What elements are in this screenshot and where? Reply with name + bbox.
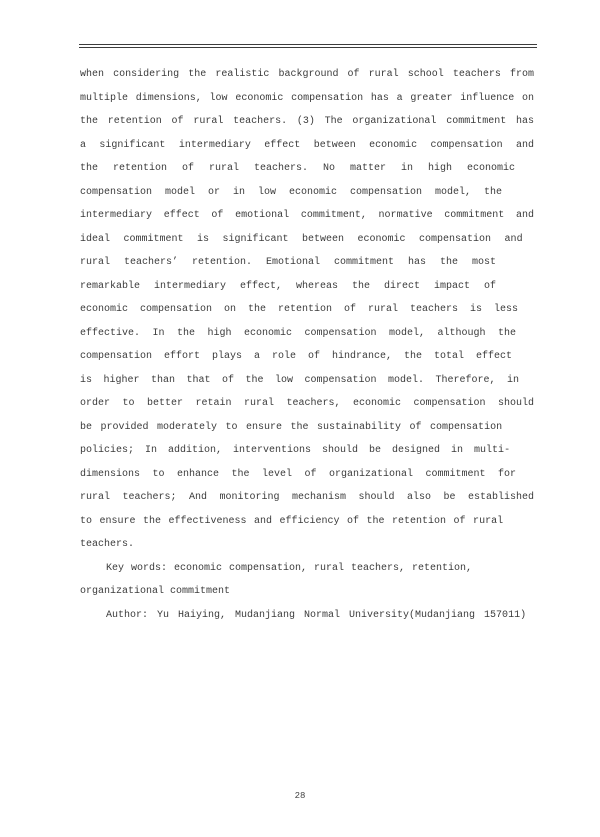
text-line: ideal commitment is significant between economic compensation and: [80, 233, 523, 245]
text-line: rural teachers; And monitoring mechanism should also be established: [80, 492, 534, 503]
text-line: Key words: economic compensation, rural teachers, retention,: [106, 562, 473, 574]
header-double-rule: [79, 44, 537, 48]
abstract-body: [80, 63, 534, 627]
text-line: compensation model or in low economic compensation model, the: [80, 186, 503, 198]
text-line: to ensure the effectiveness and efficiency of the retention of rural: [80, 515, 504, 527]
text-line: when considering the realistic background of rural school teachers from: [80, 69, 534, 80]
text-line: is higher than that of the low compensation model. Therefore, in: [80, 374, 520, 386]
text-line: economic compensation on the retention of rural teachers is less: [80, 304, 519, 315]
text-line: the retention of rural teachers. (3) The organizational commitment has: [80, 116, 534, 127]
text-line: order to better retain rural teachers, economic compensation should: [80, 398, 534, 409]
text-line: the retention of rural teachers. No matter in high economic: [80, 163, 516, 174]
text-line: rural teachers’ retention. Emotional commitment has the most: [80, 257, 497, 268]
page-number: 28: [294, 791, 306, 801]
text-line: organizational commitment: [80, 586, 231, 597]
text-line: Author: Yu Haiying, Mudanjiang Normal University(Mudanjiang 157011): [106, 609, 527, 621]
text-line: multiple dimensions, low economic compensation has a greater influence on: [80, 92, 534, 104]
text-line: remarkable intermediary effect, whereas the direct impact of: [80, 280, 497, 292]
text-line: a significant intermediary effect between economic compensation and: [80, 139, 534, 151]
text-line: be provided moderately to ensure the sustainability of compensation: [80, 421, 503, 433]
text-line: intermediary effect of emotional commitment, normative commitment and: [80, 210, 534, 221]
text-line: compensation effort plays a role of hindrance, the total effect: [80, 351, 513, 362]
text-line: teachers.: [80, 539, 135, 550]
text-line: policies; In addition, interventions should be designed in multi-: [80, 445, 511, 456]
text-line: dimensions to enhance the level of organizational commitment for: [80, 468, 517, 480]
text-line: effective. In the high economic compensation model, although the: [80, 327, 517, 339]
